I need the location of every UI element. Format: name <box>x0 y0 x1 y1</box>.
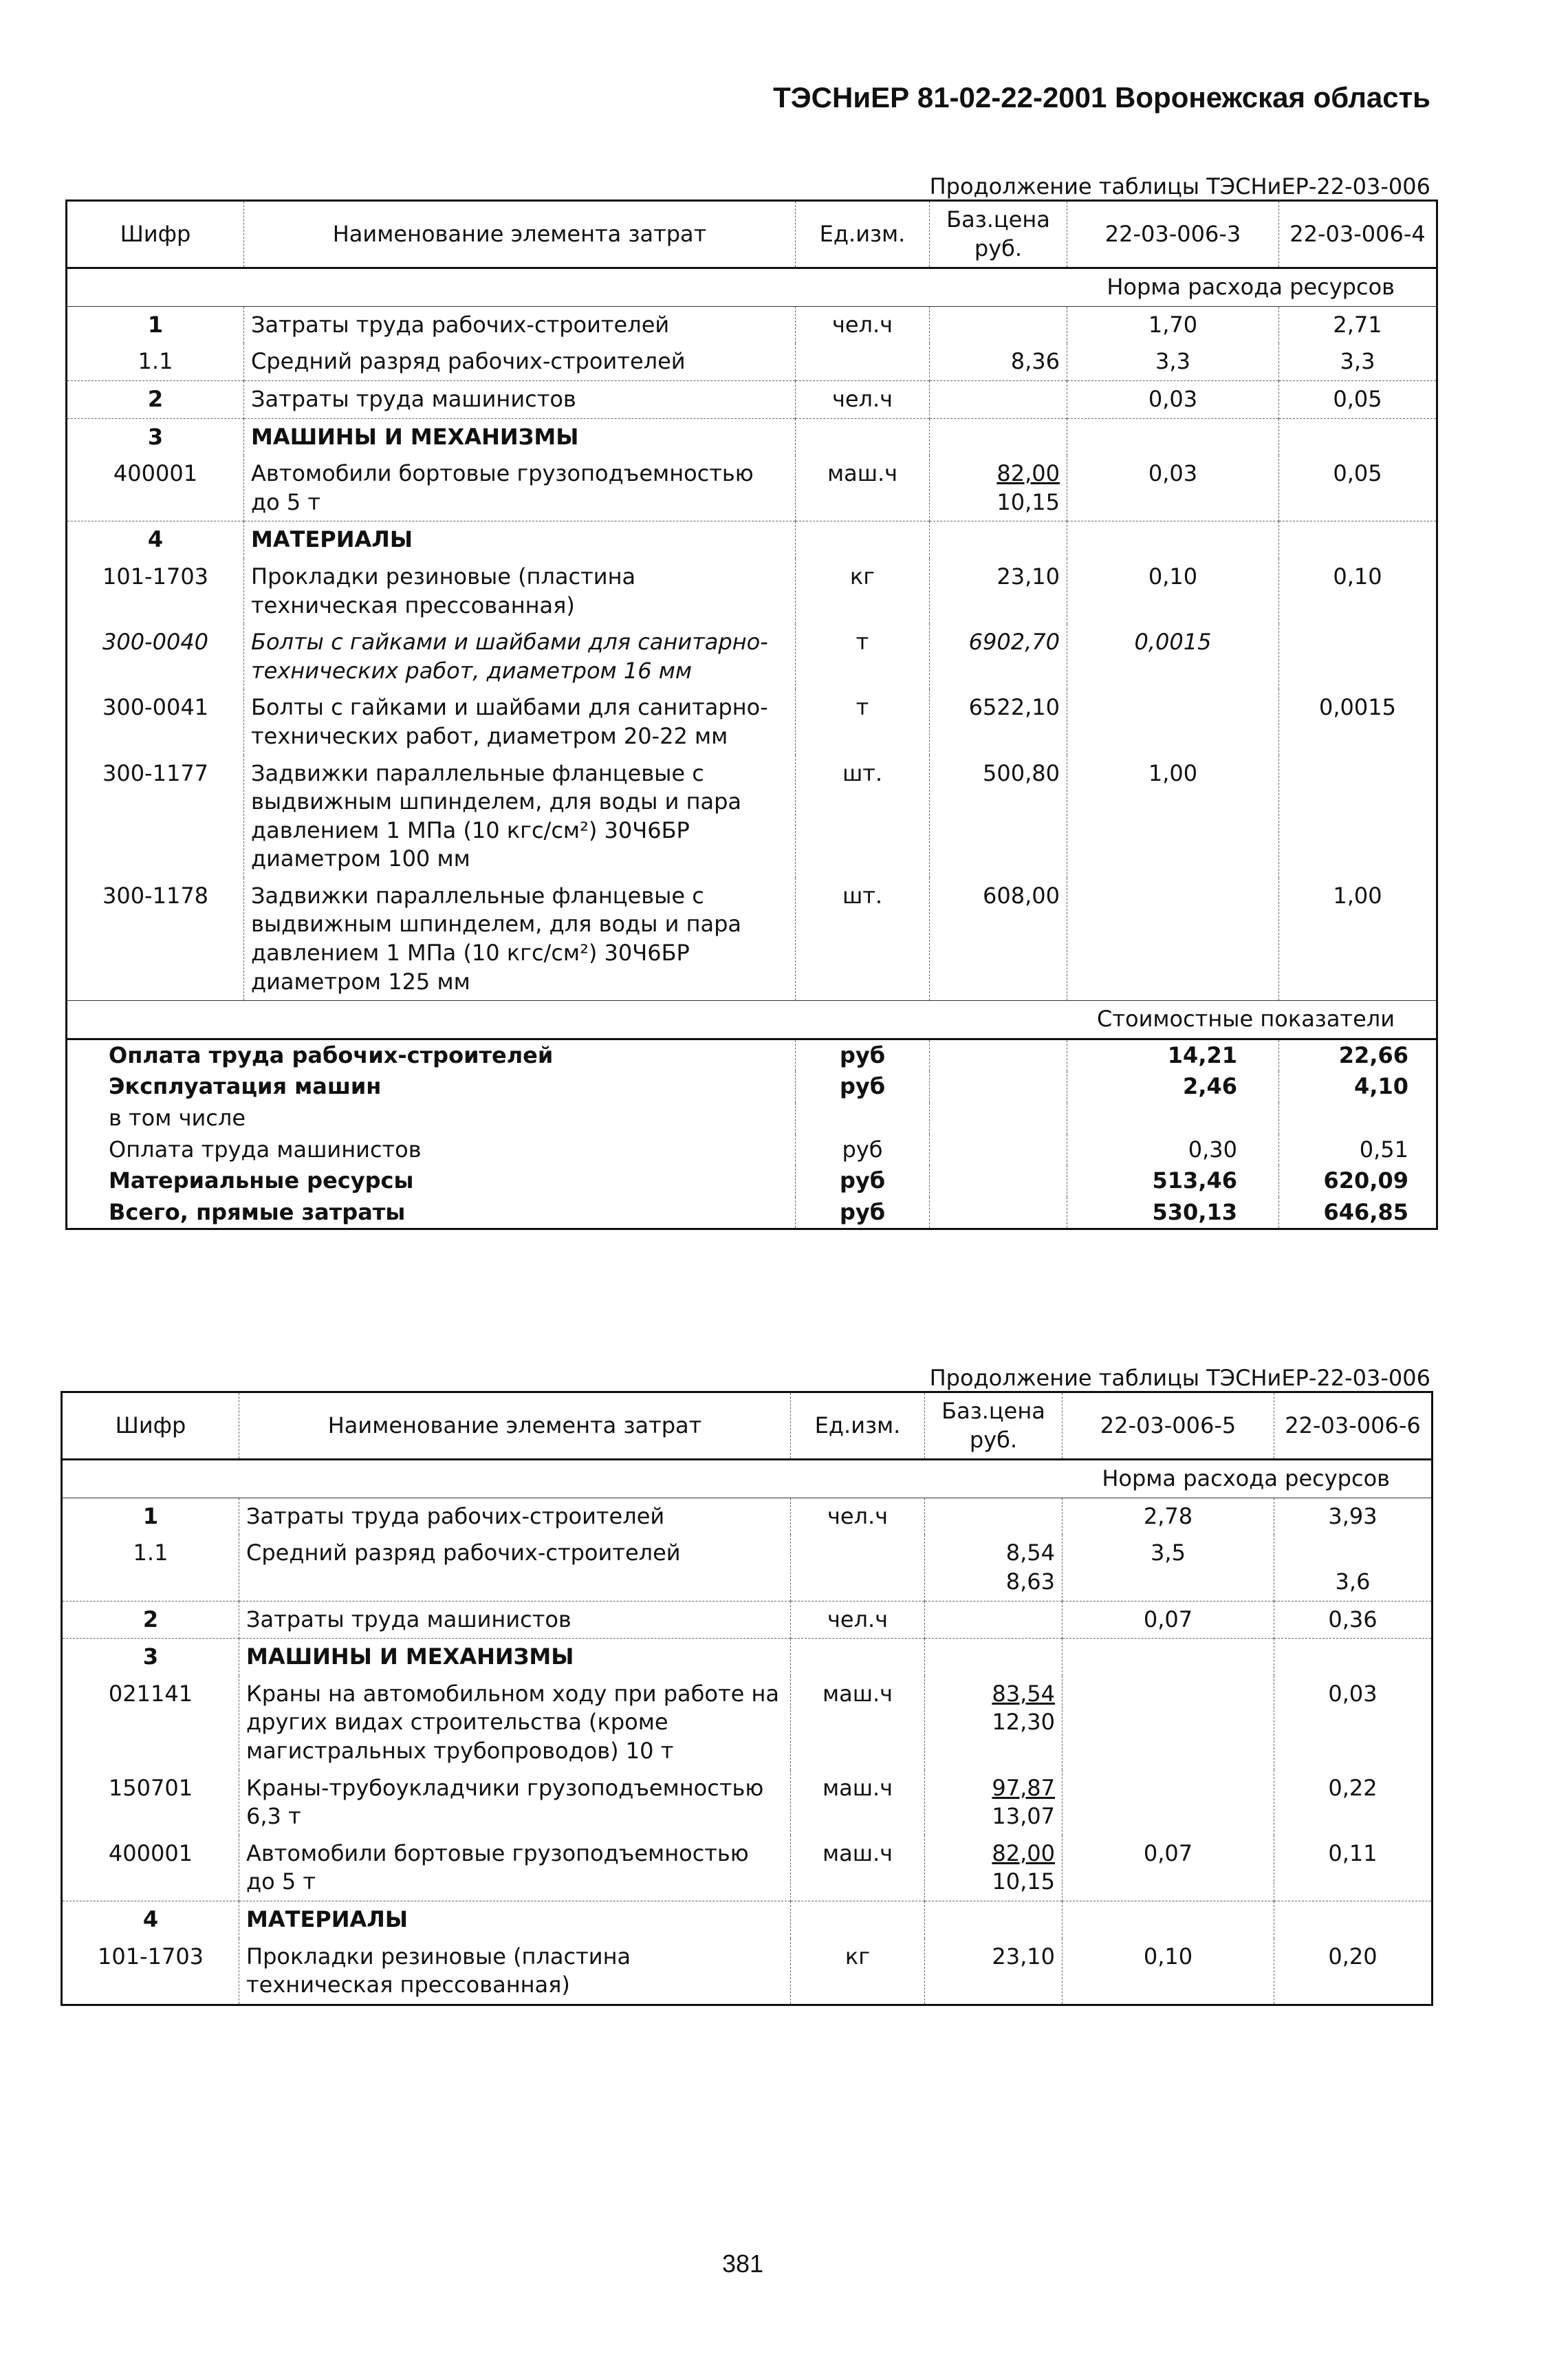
row-code: 2 <box>62 1601 239 1639</box>
row-unit: шт. <box>796 878 930 1001</box>
page-number: 381 <box>721 2249 764 2278</box>
row-name: Затраты труда машинистов <box>239 1601 791 1639</box>
col-header-name: Наименование элемента затрат <box>244 201 796 268</box>
table-row <box>67 455 1437 521</box>
col-header-rate-b: 22-03-006-6 <box>1274 1392 1433 1460</box>
row-rate-b num <box>1274 1901 1433 1938</box>
row-name: Затраты труда машинистов <box>244 380 796 418</box>
row-name: Краны на автомобильном ходу при работе на других видах строительства (кроме магистральных трубопроводов) 10 т <box>239 1676 791 1770</box>
row-code: 400001 <box>62 1835 239 1901</box>
cost-row <box>67 1165 1437 1197</box>
col-header-code: Шифр <box>62 1392 239 1460</box>
norm-label: Норма расхода ресурсов <box>67 268 1437 307</box>
row-code: 2 <box>67 380 244 418</box>
row-code: 4 <box>62 1901 239 1938</box>
col-header-price: Баз.цена руб. <box>925 1392 1063 1460</box>
row-rate-b num: 0,20 <box>1328 1943 1378 1970</box>
row-code: 300-0040 <box>67 624 244 689</box>
row-price <box>925 1639 1063 1676</box>
row-name: Автомобили бортовые грузоподъемностью до 5 т <box>239 1835 791 1901</box>
row-rate-b num <box>1279 624 1437 689</box>
cost-value-b: 22,66 <box>1338 1042 1408 1068</box>
table-row <box>62 1901 1433 1938</box>
row-unit: чел.ч <box>796 306 930 343</box>
row-rate-b num: 3,3 <box>1340 348 1375 375</box>
row-name: Краны-трубоукладчики грузоподъемностью 6,3 т <box>239 1770 791 1835</box>
cost-price-empty <box>930 1134 1067 1166</box>
row-name: Прокладки резиновые (пластина техническая прессованная) <box>239 1939 791 2005</box>
row-rate-a <box>1067 689 1279 755</box>
col-header-name: Наименование элемента затрат <box>239 1392 791 1460</box>
row-rate-a <box>1067 878 1279 1001</box>
row-price: 6902,70 <box>930 624 1067 689</box>
row-unit: т <box>796 689 930 755</box>
row-unit: кг <box>796 559 930 624</box>
row-price <box>930 521 1067 559</box>
cost-unit: руб <box>796 1134 930 1166</box>
row-rate-a <box>1067 418 1279 455</box>
table-row <box>62 1601 1433 1639</box>
row-code: 300-1177 <box>67 755 244 878</box>
col-header-rate-a: 22-03-006-5 <box>1063 1392 1274 1460</box>
row-name: Болты с гайками и шайбами для санитарно-технических работ, диаметром 20-22 мм <box>244 689 796 755</box>
cost-price-empty <box>930 1071 1067 1103</box>
row-unit: маш.ч <box>791 1770 925 1835</box>
row-rate-b num: 3,93 <box>1328 1502 1378 1529</box>
row-rate-a: 0,10 <box>1067 559 1279 624</box>
row-price-secondary: 13,07 <box>992 1803 1055 1830</box>
row-unit <box>796 521 930 559</box>
table-row <box>67 343 1437 380</box>
table-continuation-caption-2: Продолжение таблицы ТЭСНиЕР-22-03-006 <box>929 1365 1430 1391</box>
row-rate-b num: 0,22 <box>1328 1774 1378 1801</box>
cost-unit: руб <box>796 1197 930 1229</box>
table-row <box>62 1498 1433 1535</box>
row-unit: чел.ч <box>796 380 930 418</box>
col-header-price: Баз.цена руб. <box>930 201 1067 268</box>
row-rate-b num <box>1279 521 1437 559</box>
resource-table-1 <box>65 199 1438 1230</box>
cost-label-cell: Материальные ресурсы <box>67 1165 796 1197</box>
document-header: ТЭСНиЕР 81-02-22-2001 Воронежская область <box>773 81 1430 114</box>
cost-value-b: 0,51 <box>1359 1136 1408 1163</box>
col-header-unit: Ед.изм. <box>791 1392 925 1460</box>
cost-value-b <box>1279 1103 1437 1134</box>
row-unit: шт. <box>796 755 930 878</box>
row-price: 608,00 <box>930 878 1067 1001</box>
col-header-unit: Ед.изм. <box>796 201 930 268</box>
col-header-code: Шифр <box>67 201 244 268</box>
cost-value-b: 4,10 <box>1354 1073 1408 1100</box>
cost-price-empty <box>930 1165 1067 1197</box>
row-unit <box>796 343 930 380</box>
row-rate-b-value: 3,6 <box>1335 1568 1371 1595</box>
table-row <box>62 1939 1433 2005</box>
cost-value-a: 0,30 <box>1067 1134 1279 1166</box>
cost-label-cell: Оплата труда рабочих-строителей <box>67 1039 796 1071</box>
row-rate-a <box>1063 1639 1274 1676</box>
row-price-main: 82,00 <box>997 460 1060 487</box>
resource-table-2 <box>61 1391 1433 2006</box>
row-code: 1 <box>67 306 244 343</box>
row-price <box>925 1676 1063 1770</box>
table-2-body <box>62 1392 1433 2005</box>
row-name: МАТЕРИАЛЫ <box>239 1901 791 1938</box>
cost-label-cell: в том числе <box>67 1103 796 1134</box>
row-rate-a: 0,03 <box>1067 455 1279 521</box>
row-rate-a <box>1063 1676 1274 1770</box>
cost-price-empty <box>930 1197 1067 1229</box>
row-price-main: 8,54 <box>1005 1540 1055 1566</box>
table-row <box>67 521 1437 559</box>
row-rate-a: 0,03 <box>1067 380 1279 418</box>
cost-unit: руб <box>796 1071 930 1103</box>
row-rate-a <box>1067 521 1279 559</box>
cost-label: Стоимостные показатели <box>67 1001 1437 1039</box>
row-code: 1.1 <box>67 343 244 380</box>
row-price: 23,10 <box>925 1939 1063 2005</box>
cost-unit: руб <box>796 1165 930 1197</box>
table-row <box>67 689 1437 755</box>
norm-label-row <box>62 1460 1433 1498</box>
cost-unit <box>796 1103 930 1134</box>
row-unit <box>791 1901 925 1938</box>
col-header-rate-b: 22-03-006-4 <box>1279 201 1437 268</box>
row-price-main: 82,00 <box>992 1839 1055 1866</box>
row-rate-b num: 0,05 <box>1333 460 1382 487</box>
row-code: 300-0041 <box>67 689 244 755</box>
cost-value-a: 14,21 <box>1067 1039 1279 1071</box>
row-name: Затраты труда рабочих-строителей <box>239 1498 791 1535</box>
row-rate-b num: 0,11 <box>1328 1839 1378 1866</box>
cost-price-empty <box>930 1103 1067 1134</box>
row-price-secondary: 8,63 <box>1005 1568 1055 1595</box>
row-code: 300-1178 <box>67 878 244 1001</box>
row-price: 6522,10 <box>930 689 1067 755</box>
table-1-body <box>67 201 1437 1229</box>
row-name: Затраты труда рабочих-строителей <box>244 306 796 343</box>
row-rate-a <box>1063 1901 1274 1938</box>
row-rate-b num <box>1274 1639 1433 1676</box>
table-row <box>62 1676 1433 1770</box>
row-name: МАШИНЫ И МЕХАНИЗМЫ <box>244 418 796 455</box>
row-name: Болты с гайками и шайбами для санитарно-технических работ, диаметром 16 мм <box>244 624 796 689</box>
row-price-main: 83,54 <box>992 1680 1055 1707</box>
cost-price-empty <box>930 1039 1067 1071</box>
spacer <box>1281 1539 1424 1568</box>
cost-value-a: 513,46 <box>1067 1165 1279 1197</box>
table-continuation-caption-1: Продолжение таблицы ТЭСНиЕР-22-03-006 <box>929 173 1430 199</box>
table-row <box>62 1535 1433 1601</box>
row-rate-b num: 0,05 <box>1279 380 1437 418</box>
row-rate-a: 0,0015 <box>1067 624 1279 689</box>
cost-value-b: 646,85 <box>1323 1198 1408 1225</box>
row-name: Средний разряд рабочих-строителей <box>239 1535 791 1601</box>
row-rate-b num <box>1279 755 1437 878</box>
row-unit: т <box>796 624 930 689</box>
row-rate-a: 1,00 <box>1067 755 1279 878</box>
row-rate-a: 3,3 <box>1067 343 1279 380</box>
row-code: 1.1 <box>62 1535 239 1601</box>
cost-row <box>67 1197 1437 1229</box>
row-name: Автомобили бортовые грузоподъемностью до 5 т <box>244 455 796 521</box>
cost-label-row <box>67 1001 1437 1039</box>
table-row <box>67 306 1437 343</box>
row-name: Задвижки параллельные фланцевые с выдвижным шпинделем, для воды и пара давлением 1 МПа (10 кгс/см²) 30Ч6БР диаметром 100 мм <box>244 755 796 878</box>
row-price <box>930 306 1067 343</box>
row-code: 3 <box>62 1639 239 1676</box>
row-rate-b num: 0,0015 <box>1319 694 1396 721</box>
row-rate-a: 0,07 <box>1063 1601 1274 1639</box>
row-name: МАШИНЫ И МЕХАНИЗМЫ <box>239 1639 791 1676</box>
table-row <box>62 1770 1433 1835</box>
cost-row <box>67 1134 1437 1166</box>
row-code: 3 <box>67 418 244 455</box>
cost-value-a: 2,46 <box>1067 1071 1279 1103</box>
row-rate-a: 1,70 <box>1067 306 1279 343</box>
cost-label-cell: Эксплуатация машин <box>67 1071 796 1103</box>
table-header-row <box>62 1392 1433 1460</box>
row-price <box>925 1770 1063 1835</box>
row-code: 400001 <box>67 455 244 521</box>
col-header-rate-a: 22-03-006-3 <box>1067 201 1279 268</box>
row-unit: чел.ч <box>791 1601 925 1639</box>
row-code: 101-1703 <box>62 1939 239 2005</box>
table-row <box>67 380 1437 418</box>
table-row <box>62 1639 1433 1676</box>
cost-row <box>67 1071 1437 1103</box>
cost-row <box>67 1103 1437 1134</box>
row-unit: маш.ч <box>796 455 930 521</box>
cost-value-a: 530,13 <box>1067 1197 1279 1229</box>
row-code: 4 <box>67 521 244 559</box>
row-name: МАТЕРИАЛЫ <box>244 521 796 559</box>
row-unit <box>791 1535 925 1601</box>
cost-value-b: 620,09 <box>1323 1167 1408 1194</box>
row-unit: маш.ч <box>791 1835 925 1901</box>
row-price <box>925 1601 1063 1639</box>
table-row <box>67 418 1437 455</box>
row-rate-b num: 0,10 <box>1333 563 1382 590</box>
cost-unit: руб <box>796 1039 930 1071</box>
row-price <box>925 1901 1063 1938</box>
row-price-secondary: 12,30 <box>992 1709 1055 1736</box>
row-unit <box>791 1639 925 1676</box>
norm-label-row <box>67 268 1437 307</box>
row-rate-b num: 1,00 <box>1333 882 1382 909</box>
row-code: 1 <box>62 1498 239 1535</box>
row-unit: чел.ч <box>791 1498 925 1535</box>
row-name: Средний разряд рабочих-строителей <box>244 343 796 380</box>
table-row <box>67 878 1437 1001</box>
row-price-main: 97,87 <box>992 1774 1055 1801</box>
table-row <box>62 1835 1433 1901</box>
table-row <box>67 559 1437 624</box>
row-name: Задвижки параллельные фланцевые с выдвижным шпинделем, для воды и пара давлением 1 МПа (10 кгс/см²) 30Ч6БР диаметром 125 мм <box>244 878 796 1001</box>
row-price <box>930 380 1067 418</box>
norm-label: Норма расхода ресурсов <box>62 1460 1433 1498</box>
cost-label-cell: Всего, прямые затраты <box>67 1197 796 1229</box>
row-price <box>930 418 1067 455</box>
row-price <box>930 455 1067 521</box>
row-price: 500,80 <box>930 755 1067 878</box>
row-rate-b num: 0,03 <box>1328 1680 1378 1707</box>
table-header-row <box>67 201 1437 268</box>
cost-value-a <box>1067 1103 1279 1134</box>
row-name: Прокладки резиновые (пластина техническая прессованная) <box>244 559 796 624</box>
row-code: 021141 <box>62 1676 239 1770</box>
row-rate-b num: 2,71 <box>1333 311 1382 338</box>
row-unit <box>796 418 930 455</box>
row-price <box>925 1835 1063 1901</box>
row-rate-b num <box>1274 1535 1433 1601</box>
cost-label-cell: Оплата труда машинистов <box>67 1134 796 1166</box>
row-price-secondary: 10,15 <box>997 488 1060 515</box>
row-code: 150701 <box>62 1770 239 1835</box>
row-rate-a: 0,10 <box>1063 1939 1274 2005</box>
row-rate-b num <box>1279 418 1437 455</box>
row-price <box>925 1535 1063 1601</box>
row-code: 101-1703 <box>67 559 244 624</box>
row-rate-a <box>1063 1770 1274 1835</box>
row-rate-a: 2,78 <box>1063 1498 1274 1535</box>
table-row <box>67 755 1437 878</box>
row-unit: кг <box>791 1939 925 2005</box>
row-rate-b num: 0,36 <box>1274 1601 1433 1639</box>
row-price <box>925 1498 1063 1535</box>
row-price-secondary: 10,15 <box>992 1868 1055 1895</box>
cost-row <box>67 1039 1437 1071</box>
table-row <box>67 624 1437 689</box>
row-price: 23,10 <box>930 559 1067 624</box>
row-rate-a: 0,07 <box>1063 1835 1274 1901</box>
row-rate-a: 3,5 <box>1063 1535 1274 1601</box>
row-price: 8,36 <box>930 343 1067 380</box>
row-unit: маш.ч <box>791 1676 925 1770</box>
